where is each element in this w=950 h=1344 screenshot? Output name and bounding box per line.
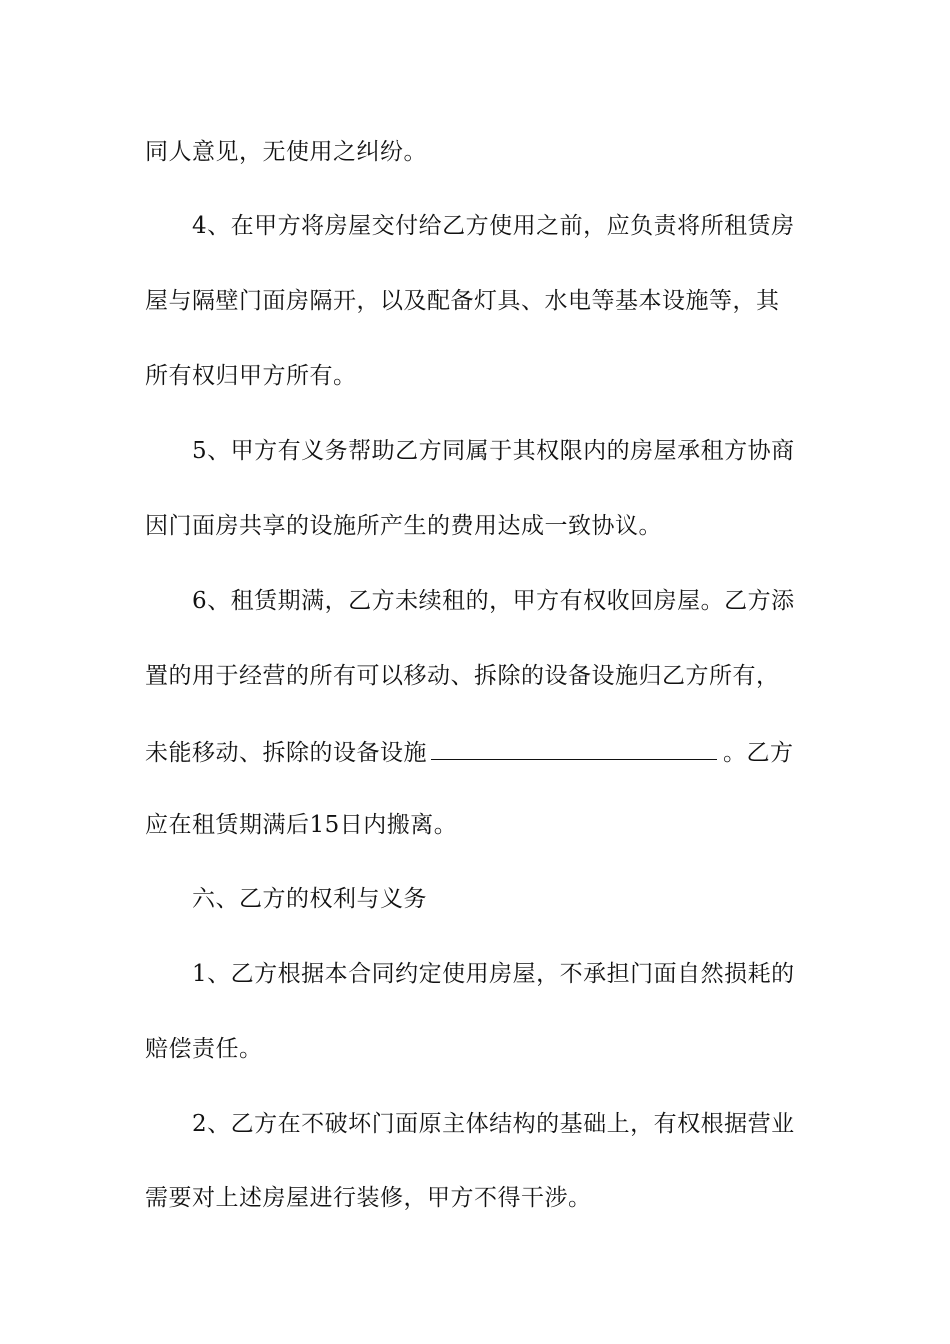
paragraph-line: 2、乙方在不破坏门面原主体结构的基础上，有权根据营业 xyxy=(192,1111,795,1137)
paragraph-line: 1、乙方根据本合同约定使用房屋，不承担门面自然损耗的 xyxy=(192,961,795,987)
paragraph-line: 因门面房共享的设施所产生的费用达成一致协议。 xyxy=(145,513,662,539)
paragraph-line: 置的用于经营的所有可以移动、拆除的设备设施归乙方所有， xyxy=(145,663,780,689)
paragraph-line: 6、租赁期满，乙方未续租的，甲方有权收回房屋。乙方添 xyxy=(192,588,795,614)
paragraph-line: 需要对上述房屋进行装修，甲方不得干涉。 xyxy=(145,1185,592,1211)
paragraph-line: 同人意见，无使用之纠纷。 xyxy=(145,139,427,165)
paragraph-line: 屋与隔壁门面房隔开，以及配备灯具、水电等基本设施等，其 xyxy=(145,288,780,314)
paragraph-line: 所有权归甲方所有。 xyxy=(145,363,357,389)
paragraph-line: 5、甲方有义务帮助乙方同属于其权限内的房屋承租方协商 xyxy=(192,438,795,464)
paragraph-line: 赔偿责任。 xyxy=(145,1036,263,1062)
blank-line-suffix: 。乙方 xyxy=(723,740,794,766)
section-heading: 六、乙方的权利与义务 xyxy=(192,886,427,912)
paragraph-line: 4、在甲方将房屋交付给乙方使用之前，应负责将所租赁房 xyxy=(192,213,795,239)
paragraph-line: 应在租赁期满后15日内搬离。 xyxy=(145,812,458,838)
blank-line-prefix: 未能移动、拆除的设备设施 xyxy=(145,740,427,766)
paragraph-line-with-blank xyxy=(145,735,825,768)
fill-in-blank[interactable] xyxy=(431,735,717,760)
